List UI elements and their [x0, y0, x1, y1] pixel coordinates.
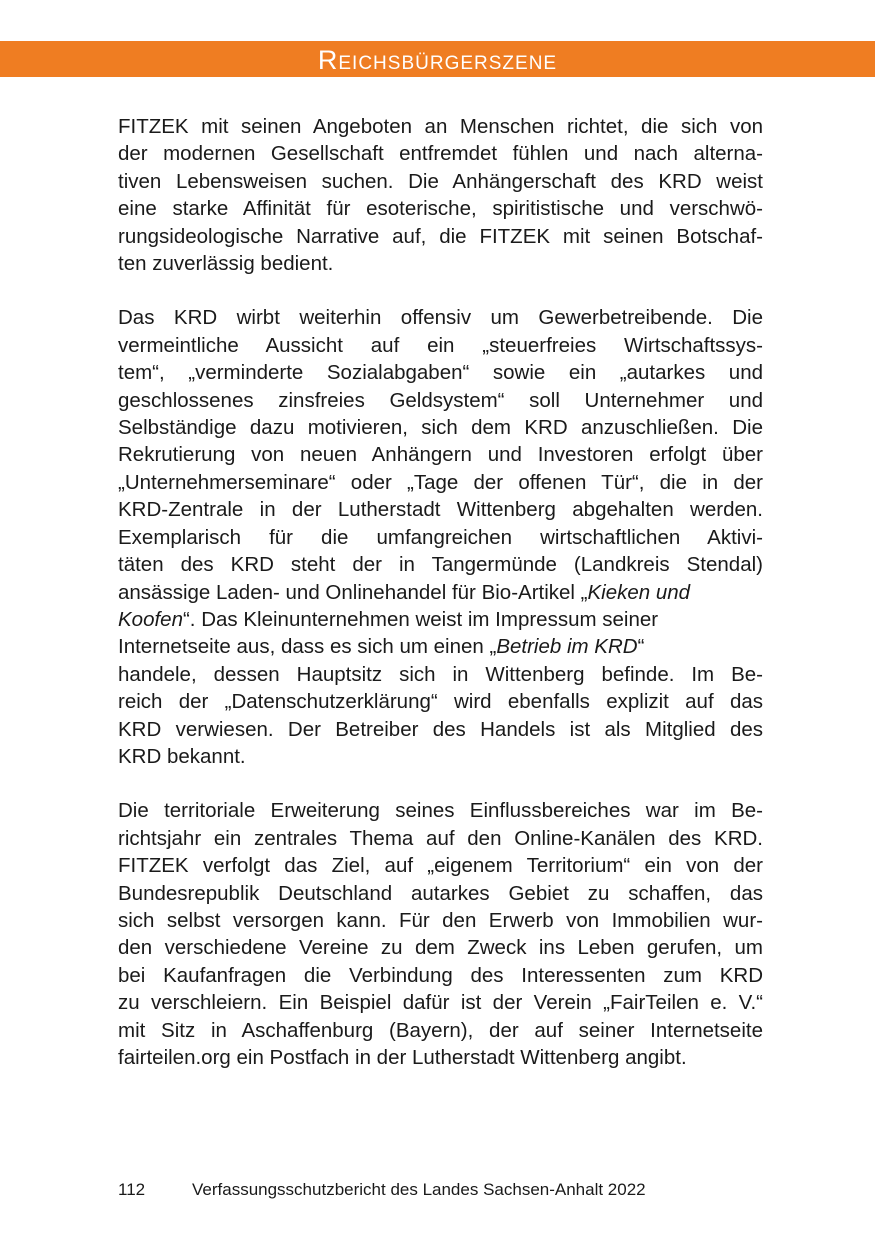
text-line: Rekrutierung von neuen Anhängern und Investoren erfolgt über — [118, 443, 763, 467]
paragraph-2 — [118, 304, 763, 770]
text-line: KRD-Zentrale in der Lutherstadt Wittenberg abgehalten werden. — [118, 498, 763, 522]
publication-title: Verfassungsschutzbericht des Landes Sachsen-Anhalt 2022 — [192, 1180, 646, 1199]
text-line: täten des KRD steht der in Tangermünde (Landkreis Stendal) — [118, 553, 763, 577]
text-line: geschlossenes zinsfreies Geldsystem“ soll Unternehmer und — [118, 388, 763, 412]
text-line: der modernen Gesellschaft entfremdet fühlen und nach alterna- — [118, 142, 763, 166]
text-line: bei Kaufanfragen die Verbindung des Interessenten zum KRD — [118, 963, 763, 987]
paragraph-1 — [118, 113, 763, 277]
text-line: KRD verwiesen. Der Betreiber des Handels ist als Mitglied des — [118, 717, 763, 741]
text-line: KRD bekannt. — [118, 744, 246, 768]
text-line: ten zuverlässig bedient. — [118, 252, 334, 276]
text-line: FITZEK verfolgt das Ziel, auf „eigenem Territorium“ ein von der — [118, 854, 763, 878]
text-line: rungsideologische Narrative auf, die FITZEK mit seinen Botschaf- — [118, 224, 763, 248]
text-line: handele, dessen Hauptsitz sich in Wittenberg befinde. Im Be- — [118, 662, 763, 686]
italic-quote: Betrieb im KRD — [496, 635, 638, 659]
text-line: den verschiedene Vereine zu dem Zweck ins Leben gerufen, um — [118, 936, 763, 960]
text-line: tiven Lebensweisen suchen. Die Anhängerschaft des KRD weist — [118, 169, 763, 193]
text-line: eine starke Affinität für esoterische, spiritistische und verschwö- — [118, 197, 763, 221]
text-line: tem“, „verminderte Sozialabgaben“ sowie ein „autarkes und — [118, 361, 763, 385]
text-line: Selbständige dazu motivieren, sich dem KRD anzuschließen. Die — [118, 416, 763, 440]
text-line: fairteilen.org ein Postfach in der Lutherstadt Wittenberg angibt. — [118, 1046, 687, 1069]
text-line: zu verschleiern. Ein Beispiel dafür ist der Verein „FairTeilen e. V.“ — [118, 991, 763, 1015]
page-number: 112 — [118, 1180, 146, 1199]
text-line: richtsjahr ein zentrales Thema auf den Online-Kanälen des KRD. — [118, 826, 763, 850]
paragraph-3 — [118, 797, 763, 1071]
text-line — [118, 633, 763, 660]
text-line — [118, 579, 763, 606]
text-line: Bundesrepublik Deutschland autarkes Gebiet zu schaffen, das — [118, 881, 763, 905]
section-header-bar — [0, 41, 875, 77]
text-line — [118, 606, 763, 633]
text-line: vermeintliche Aussicht auf ein „steuerfreies Wirtschaftssys- — [118, 333, 763, 357]
text-segment: ansässige Laden- und Onlinehandel für Bio-Artikel „ — [118, 580, 588, 604]
page-footer — [118, 1180, 646, 1200]
text-line: mit Sitz in Aschaffenburg (Bayern), der auf seiner Internetseite — [118, 1018, 763, 1042]
italic-shop-name: Kieken und — [587, 580, 691, 604]
text-line: reich der „Datenschutzerklärung“ wird ebenfalls explizit auf das — [118, 690, 763, 714]
italic-shop-name: Koofen — [118, 607, 183, 631]
text-segment: “ — [637, 635, 645, 659]
section-title: Reichsbürgerszene — [317, 44, 558, 75]
text-segment: Internetseite aus, dass es sich um einen „ — [118, 635, 497, 659]
text-segment: “. Das Kleinunternehmen weist im Impressum seiner — [182, 607, 659, 631]
text-line: Exemplarisch für die umfangreichen wirtschaftlichen Aktivi- — [118, 525, 763, 549]
text-line: FITZEK mit seinen Angeboten an Menschen richtet, die sich von — [118, 115, 763, 138]
text-line: Das KRD wirbt weiterhin offensiv um Gewerbetreibende. Die — [118, 306, 763, 330]
text-line: sich selbst versorgen kann. Für den Erwerb von Immobilien wur- — [118, 908, 763, 932]
text-line: Die territoriale Erweiterung seines Einflussbereiches war im Be- — [118, 799, 763, 823]
body-text — [118, 113, 763, 1098]
text-line: „Unternehmerseminare“ oder „Tage der offenen Tür“, die in der — [118, 470, 763, 494]
